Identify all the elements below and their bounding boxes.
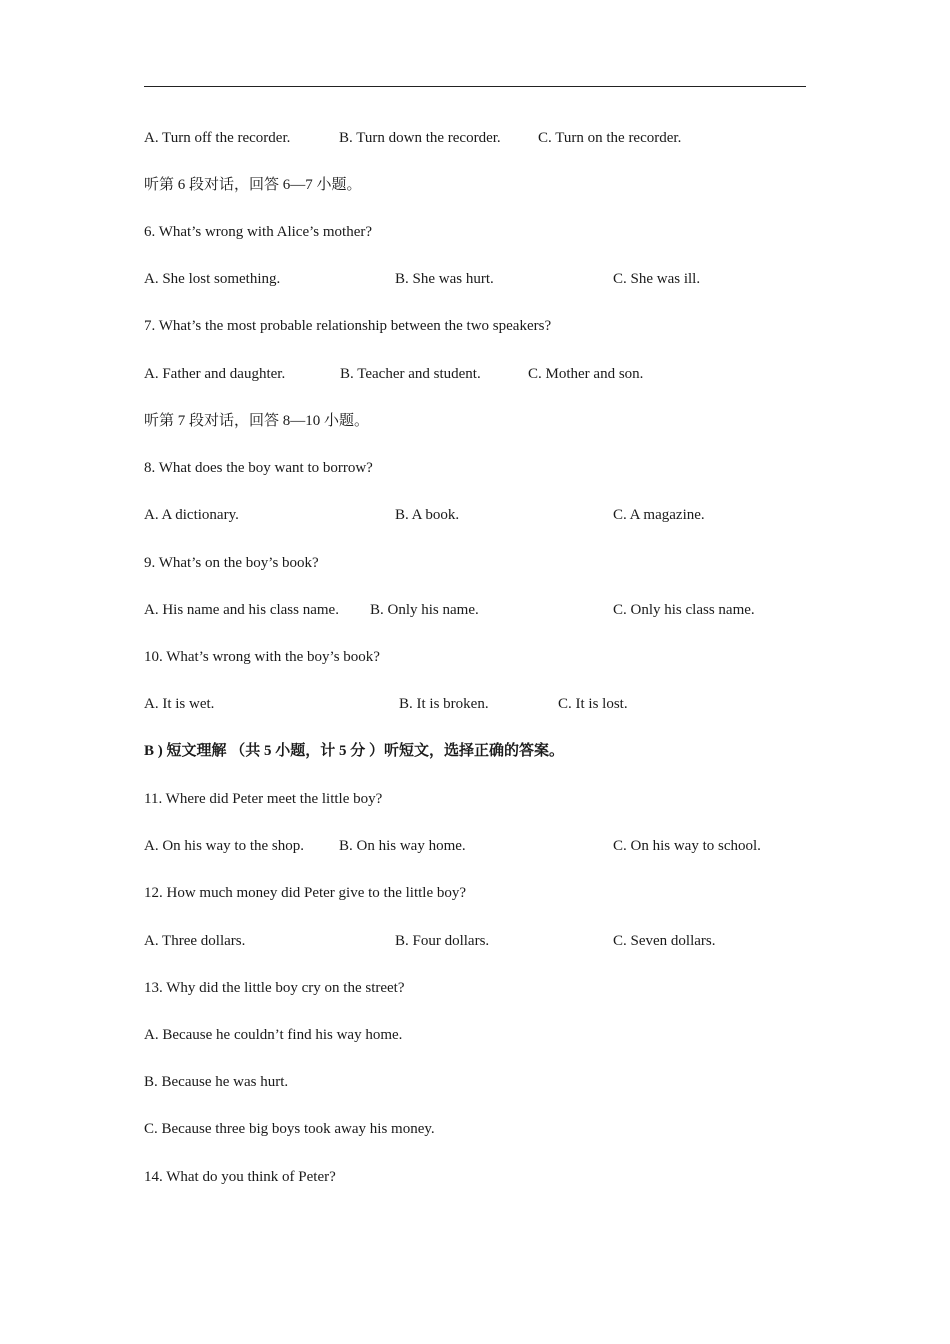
option-b: B. A book. bbox=[395, 507, 460, 523]
section-b-heading: B ) 短文理解 （共 5 小题，计 5 分 ）听短文，选择正确的答案。 bbox=[144, 743, 565, 759]
question-7: 7. What’s the most probable relationship between the two speakers? bbox=[144, 318, 552, 334]
option-a: A. Three dollars. bbox=[144, 933, 246, 949]
option-b: B. Turn down the recorder. bbox=[339, 130, 501, 146]
option-a: A. Turn off the recorder. bbox=[144, 130, 291, 146]
option-c: C. Turn on the recorder. bbox=[538, 130, 682, 146]
option-13-c: C. Because three big boys took away his money. bbox=[144, 1121, 435, 1137]
option-b: B. Teacher and student. bbox=[340, 366, 481, 382]
option-a: A. A dictionary. bbox=[144, 507, 239, 523]
option-c: C. A magazine. bbox=[613, 507, 705, 523]
option-b: B. Four dollars. bbox=[395, 933, 490, 949]
option-c: C. She was ill. bbox=[613, 271, 701, 287]
question-13: 13. Why did the little boy cry on the street? bbox=[144, 980, 405, 996]
option-a: A. It is wet. bbox=[144, 696, 215, 712]
option-b: B. It is broken. bbox=[399, 696, 489, 712]
option-a: A. His name and his class name. bbox=[144, 602, 339, 618]
question-6: 6. What’s wrong with Alice’s mother? bbox=[144, 224, 373, 240]
dialogue-instruction-7: 听第 7 段对话，回答 8—10 小题。 bbox=[144, 413, 370, 429]
option-a: A. She lost something. bbox=[144, 271, 281, 287]
option-c: C. Mother and son. bbox=[528, 366, 644, 382]
dialogue-instruction-6: 听第 6 段对话，回答 6—7 小题。 bbox=[144, 177, 362, 193]
question-11: 11. Where did Peter meet the little boy? bbox=[144, 791, 383, 807]
option-13-b: B. Because he was hurt. bbox=[144, 1074, 289, 1090]
question-8: 8. What does the boy want to borrow? bbox=[144, 460, 373, 476]
option-c: C. On his way to school. bbox=[613, 838, 761, 854]
option-a: A. On his way to the shop. bbox=[144, 838, 304, 854]
option-c: C. Seven dollars. bbox=[613, 933, 716, 949]
question-10: 10. What’s wrong with the boy’s book? bbox=[144, 649, 380, 665]
option-c: C. Only his class name. bbox=[613, 602, 755, 618]
question-14: 14. What do you think of Peter? bbox=[144, 1169, 336, 1185]
question-12: 12. How much money did Peter give to the little boy? bbox=[144, 885, 467, 901]
option-a: A. Father and daughter. bbox=[144, 366, 286, 382]
header-rule bbox=[144, 86, 806, 87]
option-c: C. It is lost. bbox=[558, 696, 628, 712]
option-b: B. On his way home. bbox=[339, 838, 466, 854]
option-b: B. She was hurt. bbox=[395, 271, 494, 287]
question-9: 9. What’s on the boy’s book? bbox=[144, 555, 319, 571]
option-13-a: A. Because he couldn’t find his way home. bbox=[144, 1027, 403, 1043]
option-b: B. Only his name. bbox=[370, 602, 479, 618]
